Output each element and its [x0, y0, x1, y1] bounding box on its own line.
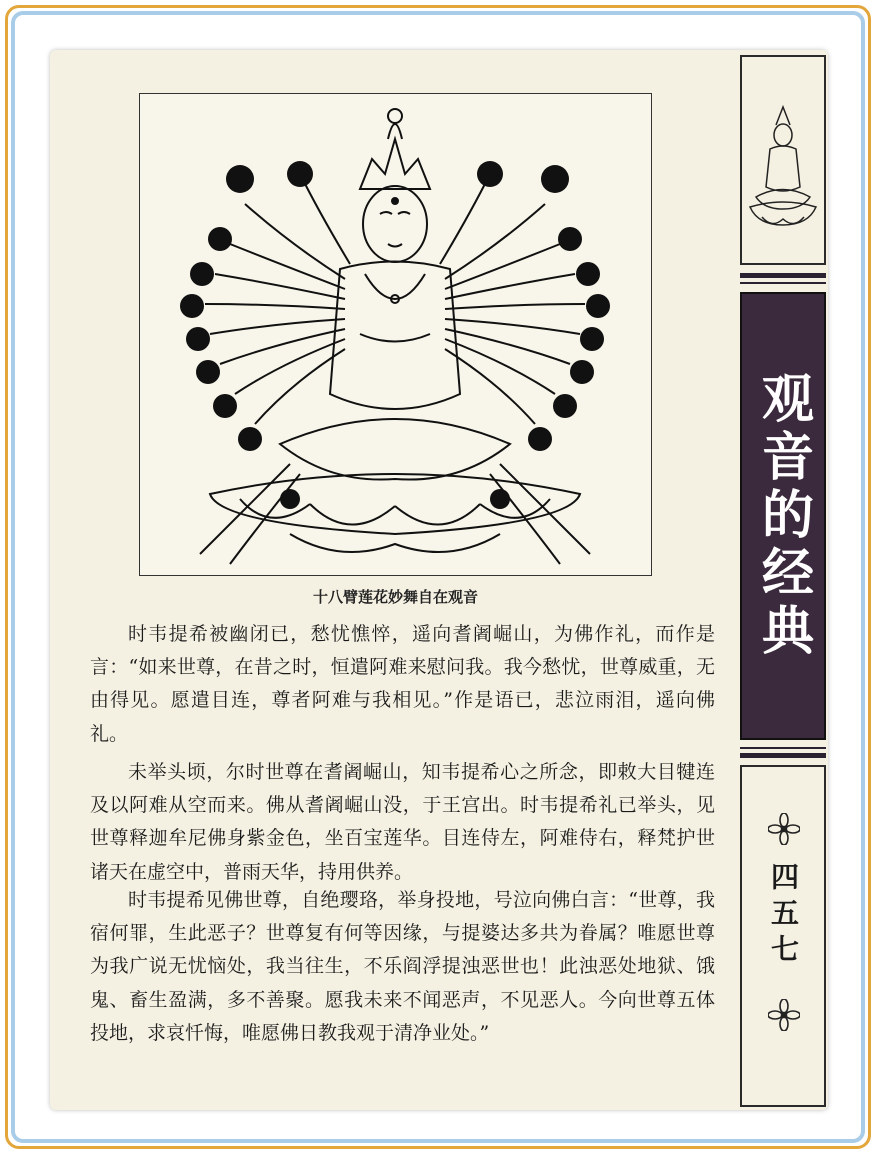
chapter-title-block — [740, 292, 826, 740]
side-guanyin-thumbnail — [740, 55, 826, 265]
rule-bottom-thin — [740, 747, 826, 749]
eighteen-arm-guanyin-drawing — [140, 94, 651, 575]
seated-guanyin-icon — [742, 57, 824, 263]
flower-ornament-icon — [768, 999, 800, 1031]
illustration-caption: 十八臂莲花妙舞自在观音 — [312, 588, 478, 606]
rule-top-thin — [740, 282, 826, 284]
paragraph-3: 时韦提希见佛世尊，自绝璎珞，举身投地，号泣向佛白言：“世尊，我宿何罪，生此恶子？世尊复有何等因缘，与提婆达多共为眷属？唯愿世尊为我广说无忧恼处，我当往生，不乐阎浮提浊恶世也！此浊恶处地狱、饿鬼、畜生盈满，多不善聚。愿我未来不闻恶声，不见恶人。今向世尊五体投地，求哀忏悔，唯愿佛日教我观于清净业处。” — [90, 889, 715, 1044]
book-page — [50, 50, 828, 1110]
side-strip — [740, 55, 826, 1107]
page-number-text: 四五七 — [767, 862, 800, 970]
paragraph-2: 未举头顷，尔时世尊在耆阇崛山，知韦提希心之所念，即敕大目犍连及以阿难从空而来。佛从耆阇崛山没，于王宫出。时韦提希礼已举头，见世尊释迦牟尼佛身紫金色，坐百宝莲华。目连侍左，阿难侍右，释梵护世诸天在虚空中，普雨天华，持用供养。 — [90, 761, 715, 883]
chapter-title: 观音的经典 — [752, 371, 814, 661]
paragraph-1: 时韦提希被幽闭已，愁忧憔悴，遥向耆阇崛山，为佛作礼，而作是言：“如来世尊，在昔之时，恒遣阿难来慰问我。我今愁忧，世尊威重，无由得见。愿遣目连，尊者阿难与我相见。”作是语已，悲泣雨泪，遥向佛礼。 — [90, 623, 715, 745]
rule-top-thick — [740, 273, 826, 278]
guanyin-illustration — [139, 93, 652, 576]
page-number — [742, 862, 824, 974]
rule-bottom-thick — [740, 753, 826, 758]
page-number-block — [740, 765, 826, 1107]
flower-ornament-icon — [768, 813, 800, 845]
